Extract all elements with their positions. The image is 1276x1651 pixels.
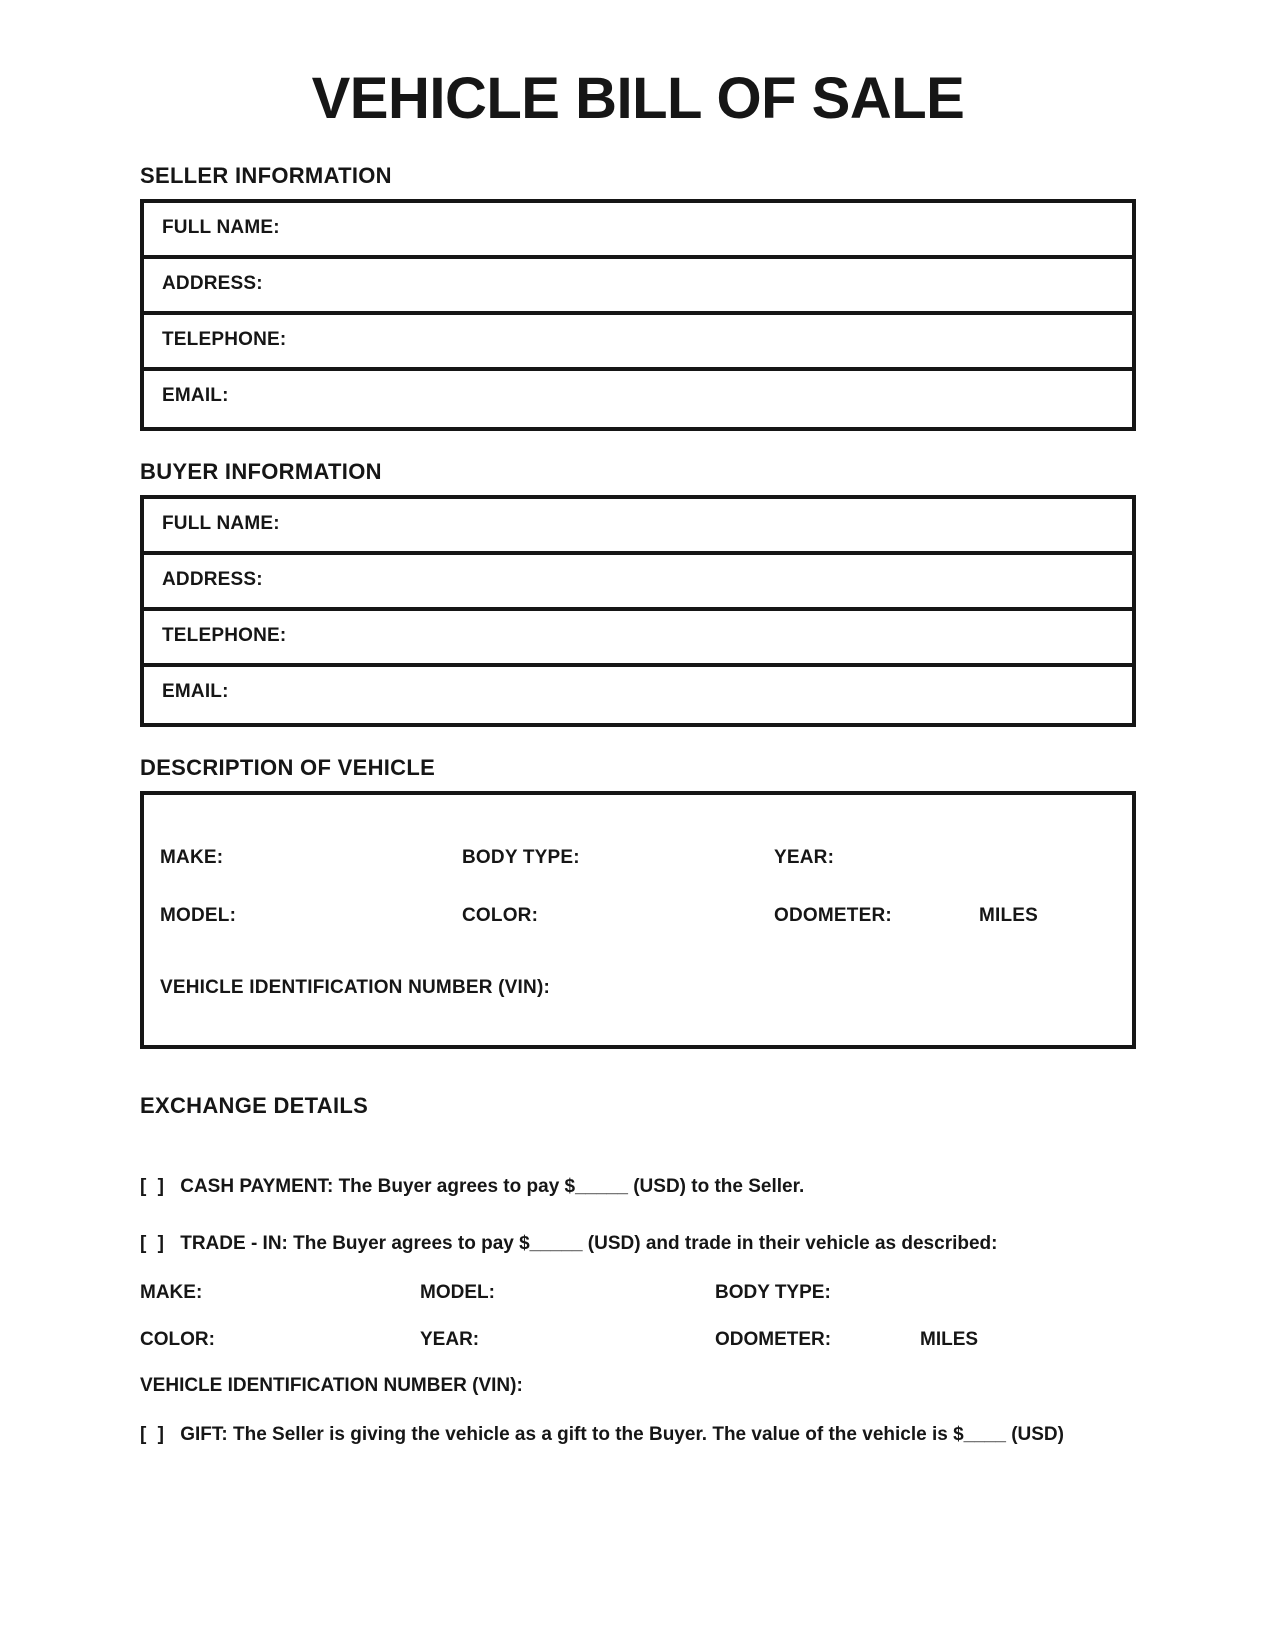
seller-telephone-field[interactable]: [144, 315, 1132, 371]
seller-section: [140, 163, 1136, 431]
miles-label: MILES: [979, 904, 1039, 926]
buyer-telephone-field[interactable]: [144, 611, 1132, 667]
trade-in-checkbox[interactable]: [ ]: [140, 1232, 167, 1254]
gift-option: [140, 1423, 1136, 1447]
cash-payment-text: CASH PAYMENT: The Buyer agrees to pay $_____ (USD) to the Seller.: [180, 1175, 805, 1197]
body-type-label: BODY TYPE:: [715, 1281, 831, 1303]
seller-address-field[interactable]: [144, 259, 1132, 315]
email-label: EMAIL:: [162, 680, 229, 702]
vehicle-row-1: [160, 847, 1116, 869]
gift-text: GIFT: The Seller is giving the vehicle as a gift to the Buyer. The value of the vehicle is $____ (USD): [180, 1423, 1064, 1445]
trade-vin-field[interactable]: [140, 1374, 1136, 1398]
address-label: ADDRESS:: [162, 272, 263, 294]
vin-label: VEHICLE IDENTIFICATION NUMBER (VIN):: [160, 976, 551, 998]
gift-checkbox[interactable]: [ ]: [140, 1423, 167, 1445]
year-label: YEAR:: [774, 846, 835, 868]
color-label: COLOR:: [462, 904, 539, 926]
vehicle-miles-unit: [979, 905, 1116, 927]
year-label: YEAR:: [420, 1328, 480, 1350]
odometer-label: ODOMETER:: [715, 1328, 832, 1350]
full-name-label: FULL NAME:: [162, 512, 280, 534]
telephone-label: TELEPHONE:: [162, 624, 287, 646]
make-label: MAKE:: [160, 846, 224, 868]
buyer-address-field[interactable]: [144, 555, 1132, 611]
miles-label: MILES: [920, 1328, 979, 1350]
vehicle-year-field[interactable]: [774, 847, 1116, 869]
trade-vehicle-row-1: [140, 1281, 1136, 1305]
model-label: MODEL:: [420, 1281, 495, 1303]
vehicle-color-field[interactable]: [462, 905, 774, 927]
trade-odometer-field[interactable]: [715, 1328, 920, 1352]
cash-payment-option: [140, 1175, 1136, 1199]
buyer-email-field[interactable]: [144, 667, 1132, 723]
document-title: VEHICLE BILL OF SALE: [311, 66, 965, 131]
email-label: EMAIL:: [162, 384, 229, 406]
vehicle-row-2: [160, 905, 1116, 927]
trade-body-type-field[interactable]: [715, 1281, 1136, 1305]
seller-info-heading: SELLER INFORMATION: [140, 162, 392, 188]
seller-full-name-field[interactable]: [144, 203, 1132, 259]
address-label: ADDRESS:: [162, 568, 263, 590]
seller-email-field[interactable]: [144, 371, 1132, 427]
buyer-info-heading: BUYER INFORMATION: [140, 458, 382, 484]
trade-make-field[interactable]: [140, 1281, 420, 1305]
trade-year-field[interactable]: [420, 1328, 715, 1352]
cash-payment-checkbox[interactable]: [ ]: [140, 1175, 167, 1197]
odometer-label: ODOMETER:: [774, 904, 892, 926]
color-label: COLOR:: [140, 1328, 215, 1350]
vehicle-odometer-field[interactable]: [774, 905, 979, 927]
buyer-info-box: [140, 495, 1136, 727]
vehicle-description-section: [140, 755, 1136, 1049]
trade-color-field[interactable]: [140, 1328, 420, 1352]
vehicle-description-heading: DESCRIPTION OF VEHICLE: [140, 754, 436, 780]
seller-info-box: [140, 199, 1136, 431]
vin-label: VEHICLE IDENTIFICATION NUMBER (VIN):: [140, 1374, 523, 1396]
trade-in-text: TRADE - IN: The Buyer agrees to pay $_____ (USD) and trade in their vehicle as described:: [180, 1232, 998, 1254]
vehicle-vin-field[interactable]: [160, 977, 1116, 999]
vehicle-make-field[interactable]: [160, 847, 462, 869]
trade-miles-unit: [920, 1328, 1136, 1352]
model-label: MODEL:: [160, 904, 237, 926]
trade-model-field[interactable]: [420, 1281, 715, 1305]
vehicle-description-box: [140, 791, 1136, 1049]
body-type-label: BODY TYPE:: [462, 846, 580, 868]
exchange-details-heading: EXCHANGE DETAILS: [140, 1092, 369, 1118]
trade-in-option: [140, 1232, 1136, 1256]
make-label: MAKE:: [140, 1281, 203, 1303]
buyer-section: [140, 459, 1136, 727]
buyer-full-name-field[interactable]: [144, 499, 1132, 555]
full-name-label: FULL NAME:: [162, 216, 280, 238]
exchange-details-section: [140, 1093, 1136, 1447]
vehicle-model-field[interactable]: [160, 905, 462, 927]
trade-vehicle-row-2: [140, 1328, 1136, 1352]
telephone-label: TELEPHONE:: [162, 328, 287, 350]
vehicle-body-type-field[interactable]: [462, 847, 774, 869]
